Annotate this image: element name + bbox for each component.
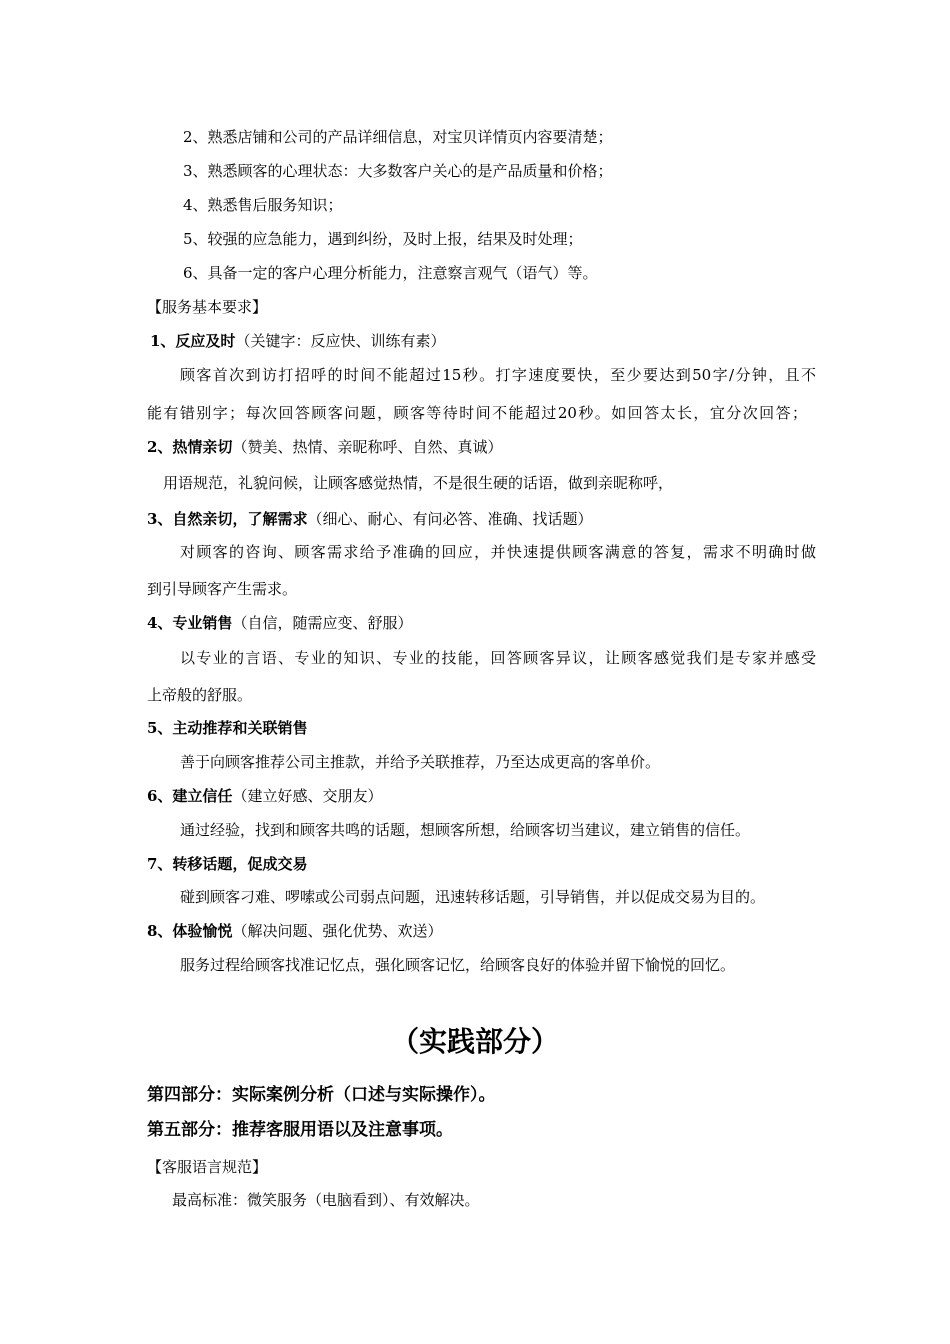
- requirement-title: 3、自然亲切，了解需求: [147, 510, 308, 528]
- requirement-note: （赞美、热情、亲昵称呼、自然、真诚）: [232, 438, 503, 456]
- requirement-note: （解决问题、强化优势、欢送）: [232, 922, 443, 940]
- requirement-note: （建立好感、交朋友）: [232, 787, 383, 805]
- requirement-heading: [147, 509, 592, 529]
- skill-item: 2、熟悉店铺和公司的产品详细信息，对宝贝详情页内容要清楚；: [183, 128, 613, 146]
- requirement-title: 6、建立信任: [147, 787, 233, 805]
- service-header: 【服务基本要求】: [147, 298, 268, 316]
- part-heading: 第四部分：实际案例分析（口述与实际操作）。: [147, 1085, 496, 1105]
- section-title: （实践部分）: [390, 1025, 559, 1058]
- skill-item: 4、熟悉售后服务知识；: [183, 196, 343, 214]
- requirement-body: 以专业的言语、专业的知识、专业的技能，回答顾客异议，让顾客感觉我们是专家并感受: [180, 649, 816, 667]
- requirement-body: 碰到顾客刁难、啰嗦或公司弱点问题，迅速转移话题，引导销售，并以促成交易为目的。: [180, 888, 766, 906]
- requirement-body: 到引导顾客产生需求。: [147, 580, 298, 598]
- requirement-title: 1、反应及时: [150, 332, 236, 350]
- requirement-body: 上帝般的舒服。: [147, 686, 253, 704]
- requirement-body: 善于向顾客推荐公司主推款，并给予关联推荐，乃至达成更高的客单价。: [180, 753, 661, 771]
- requirement-title: 4、专业销售: [147, 614, 233, 632]
- lang-standard: 最高标准：微笑服务（电脑看到）、有效解决。: [172, 1191, 480, 1209]
- skill-item: 5、较强的应急能力，遇到纠纷，及时上报，结果及时处理；: [183, 230, 583, 248]
- requirement-heading: [147, 718, 307, 738]
- requirement-title: 5、主动推荐和关联销售: [147, 719, 308, 737]
- requirement-heading: [147, 437, 502, 457]
- requirement-note: （关键字：反应快、训练有素）: [235, 332, 446, 350]
- requirement-note: （细心、耐心、有问必答、准确、找话题）: [307, 510, 593, 528]
- requirement-body: 服务过程给顾客找准记忆点，强化顾客记忆，给顾客良好的体验并留下愉悦的回忆。: [180, 956, 736, 974]
- requirement-body: 用语规范，礼貌问候，让顾客感觉热情，不是很生硬的话语，做到亲昵称呼，: [163, 474, 674, 492]
- lang-header: 【客服语言规范】: [147, 1158, 268, 1176]
- requirement-note: （自信，随需应变、舒服）: [232, 614, 413, 632]
- requirement-title: 7、转移话题，促成交易: [147, 855, 308, 873]
- requirement-heading: [147, 854, 307, 874]
- skill-item: 6、具备一定的客户心理分析能力，注意察言观气（语气）等。: [183, 264, 598, 282]
- requirement-body: 通过经验，找到和顾客共鸣的话题，想顾客所想，给顾客切当建议，建立销售的信任。: [180, 821, 751, 839]
- requirement-body: 能有错别字；每次回答顾客问题，顾客等待时间不能超过20秒。如回答太长，宜分次回答；: [147, 404, 807, 422]
- requirement-title: 8、体验愉悦: [147, 922, 233, 940]
- requirement-heading: [150, 331, 445, 351]
- requirement-heading: [147, 921, 442, 941]
- part-heading: 第五部分：推荐客服用语以及注意事项。: [147, 1120, 453, 1140]
- requirement-body: 顾客首次到访打招呼的时间不能超过15秒。打字速度要快，至少要达到50字/分钟，且不: [180, 366, 816, 384]
- skill-item: 3、熟悉顾客的心理状态：大多数客户关心的是产品质量和价格；: [183, 162, 613, 180]
- requirement-body: 对顾客的咨询、顾客需求给予准确的回应，并快速提供顾客满意的答复，需求不明确时做: [180, 543, 816, 561]
- requirement-heading: [147, 613, 412, 633]
- requirement-heading: [147, 786, 382, 806]
- requirement-title: 2、热情亲切: [147, 438, 233, 456]
